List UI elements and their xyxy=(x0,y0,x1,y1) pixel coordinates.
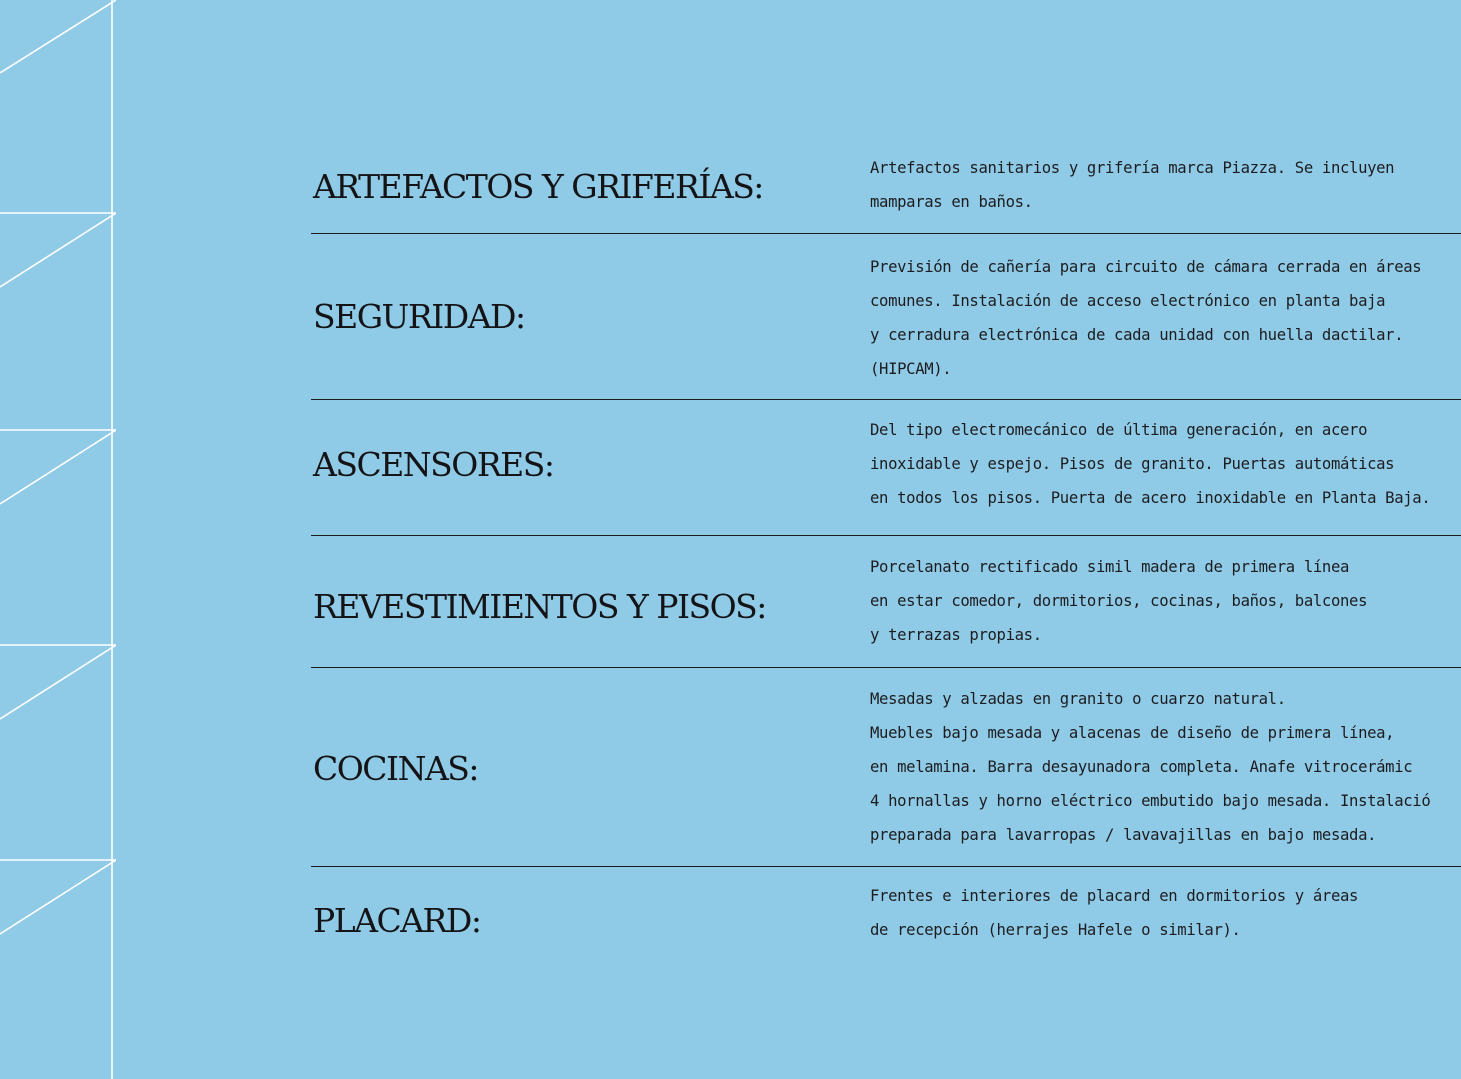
spec-description-line: en todos los pisos. Puerta de acero inoxidable en Planta Baja. xyxy=(870,489,1431,507)
spec-title: ASCENSORES: xyxy=(313,445,554,484)
spec-description xyxy=(870,413,1430,515)
spec-description-line: y terrazas propias. xyxy=(870,626,1042,644)
spec-title: PLACARD: xyxy=(313,901,481,940)
spec-row-cocinas xyxy=(311,668,1461,867)
spec-description-line: Mesadas y alzadas en granito o cuarzo natural. xyxy=(870,690,1286,708)
spec-description xyxy=(870,879,1358,947)
spec-description-line: Artefactos sanitarios y grifería marca Piazza. Se incluyen xyxy=(870,159,1395,177)
spec-description xyxy=(870,250,1421,386)
spec-row-ascensores xyxy=(311,400,1461,536)
specifications-list xyxy=(311,0,1461,1079)
spec-description xyxy=(870,550,1367,652)
spec-title: REVESTIMIENTOS Y PISOS: xyxy=(313,587,766,626)
spec-description-line: Muebles bajo mesada y alacenas de diseño de primera línea, xyxy=(870,724,1395,742)
spec-description-line: Del tipo electromecánico de última generación, en acero xyxy=(870,421,1368,439)
spec-description-line: Porcelanato rectificado simil madera de primera línea xyxy=(870,558,1350,576)
spec-description-line: de recepción (herrajes Hafele o similar). xyxy=(870,921,1241,939)
spec-row-revestimientos xyxy=(311,536,1461,668)
decorative-line-pattern xyxy=(0,0,116,1079)
spec-description xyxy=(870,682,1430,852)
spec-description-line: mamparas en baños. xyxy=(870,193,1033,211)
spec-description-line: Frentes e interiores de placard en dormitorios y áreas xyxy=(870,887,1359,905)
spec-description xyxy=(870,151,1394,219)
spec-description-line: comunes. Instalación de acceso electrónico en planta baja xyxy=(870,292,1386,310)
spec-description-line: en melamina. Barra desayunadora completa. Anafe vitrocerámic xyxy=(870,758,1413,776)
spec-description-line: inoxidable y espejo. Pisos de granito. Puertas automáticas xyxy=(870,455,1395,473)
spec-row-placard xyxy=(311,867,1461,967)
spec-description-line: 4 hornallas y horno eléctrico embutido bajo mesada. Instalació xyxy=(870,792,1431,810)
spec-row-artefactos xyxy=(311,140,1461,234)
spec-title: SEGURIDAD: xyxy=(313,297,525,336)
spec-description-line: en estar comedor, dormitorios, cocinas, baños, balcones xyxy=(870,592,1368,610)
spec-row-seguridad xyxy=(311,234,1461,400)
spec-description-line: y cerradura electrónica de cada unidad con huella dactilar. xyxy=(870,326,1404,344)
spec-title: ARTEFACTOS Y GRIFERÍAS: xyxy=(313,167,763,206)
spec-description-line: (HIPCAM). xyxy=(870,360,952,378)
spec-title: COCINAS: xyxy=(313,749,479,788)
spec-description-line: Previsión de cañería para circuito de cámara cerrada en áreas xyxy=(870,258,1422,276)
spec-description-line: preparada para lavarropas / lavavajillas en bajo mesada. xyxy=(870,826,1377,844)
